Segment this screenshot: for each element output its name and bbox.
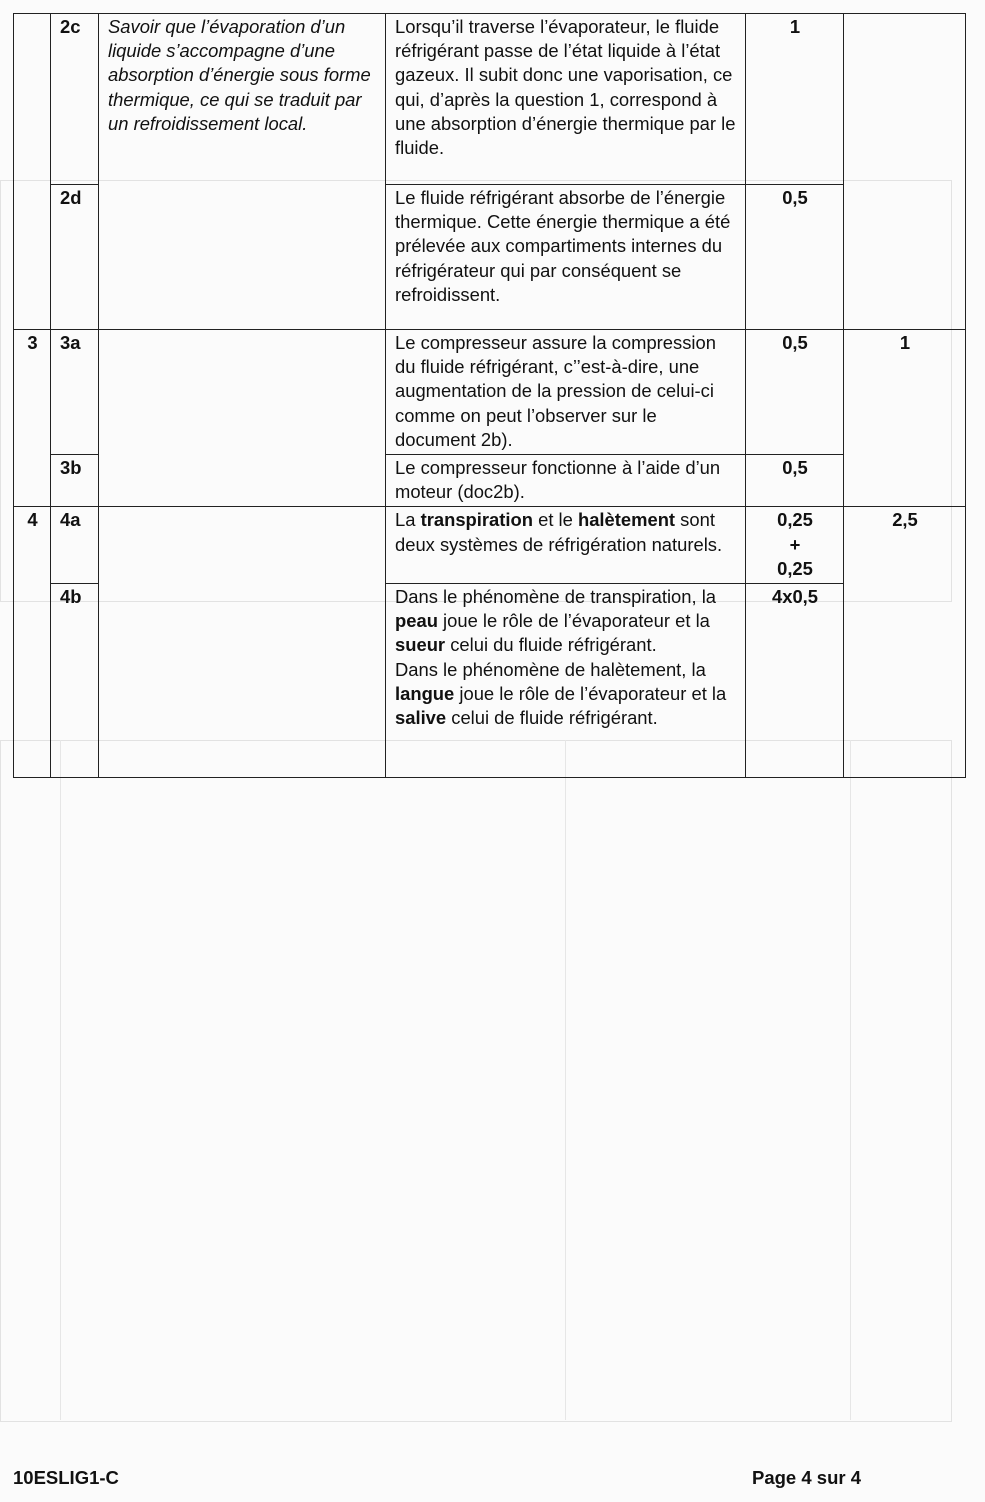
subquestion-label: 2d	[51, 185, 99, 330]
answer-text: Le compresseur assure la compression du fluide réfrigérant, c’’est-à-dire, une augmentation de la pression de celui-ci comme on peut l’observer sur le document 2b).	[386, 330, 746, 455]
bareme-cell: 0,5	[746, 330, 844, 455]
bleed-through-rule	[850, 740, 851, 1420]
answer-text: Le fluide réfrigérant absorbe de l’énergie thermique. Cette énergie thermique a été prélevée aux compartiments internes du réfrigérateur qui par conséquent se refroidissent.	[386, 185, 746, 330]
bareme-cell: 4x0,5	[746, 584, 844, 778]
subquestion-label: 4b	[51, 584, 99, 778]
document-code: 10ESLIG1-C	[13, 1467, 119, 1488]
bareme-cell: 0,25 + 0,25	[746, 507, 844, 584]
answer-text: Le compresseur fonctionne à l’aide d’un moteur (doc2b).	[386, 455, 746, 507]
question-number: 3	[14, 330, 51, 507]
competence-text: Savoir que l’évaporation d’un liquide s’accompagne d’une absorption d’énergie sous forme thermique, ce qui se traduit par un refroidissement local.	[99, 14, 386, 330]
competence-cell	[99, 507, 386, 778]
table-row	[14, 14, 966, 185]
bareme-cell: 1	[746, 14, 844, 185]
answer-text: Lorsqu’il traverse l’évaporateur, le fluide réfrigérant passe de l’état liquide à l’état gazeux. Il subit donc une vaporisation, ce qui, d’après la question 1, correspond à une absorption d’énergie thermique par le fluide.	[386, 14, 746, 185]
total-cell	[844, 14, 966, 330]
subquestion-label: 4a	[51, 507, 99, 584]
correction-table	[13, 13, 966, 778]
total-cell: 1	[844, 330, 966, 507]
subquestion-label: 2c	[51, 14, 99, 185]
table-row	[14, 507, 966, 584]
subquestion-label: 3b	[51, 455, 99, 507]
table-row	[14, 330, 966, 455]
question-number: 4	[14, 507, 51, 778]
page-number: Page 4 sur 4	[752, 1467, 862, 1488]
bareme-cell: 0,5	[746, 455, 844, 507]
answer-text: La transpiration et le halètement sont deux systèmes de réfrigération naturels.	[386, 507, 746, 584]
subquestion-label: 3a	[51, 330, 99, 455]
bareme-cell: 0,5	[746, 185, 844, 330]
competence-cell	[99, 330, 386, 507]
question-number-cell	[14, 14, 51, 330]
bleed-through-rule	[60, 740, 61, 1420]
answer-text: Dans le phénomène de transpiration, la peau joue le rôle de l’évaporateur et la sueur celui du fluide réfrigérant. Dans le phénomène de halètement, la langue joue le rôle de l’évaporateur et la salive celui de fluide réfrigérant.	[386, 584, 746, 778]
bleed-through-rule	[565, 740, 566, 1420]
bleed-through-table-bottom	[0, 740, 952, 1422]
total-cell: 2,5	[844, 507, 966, 778]
